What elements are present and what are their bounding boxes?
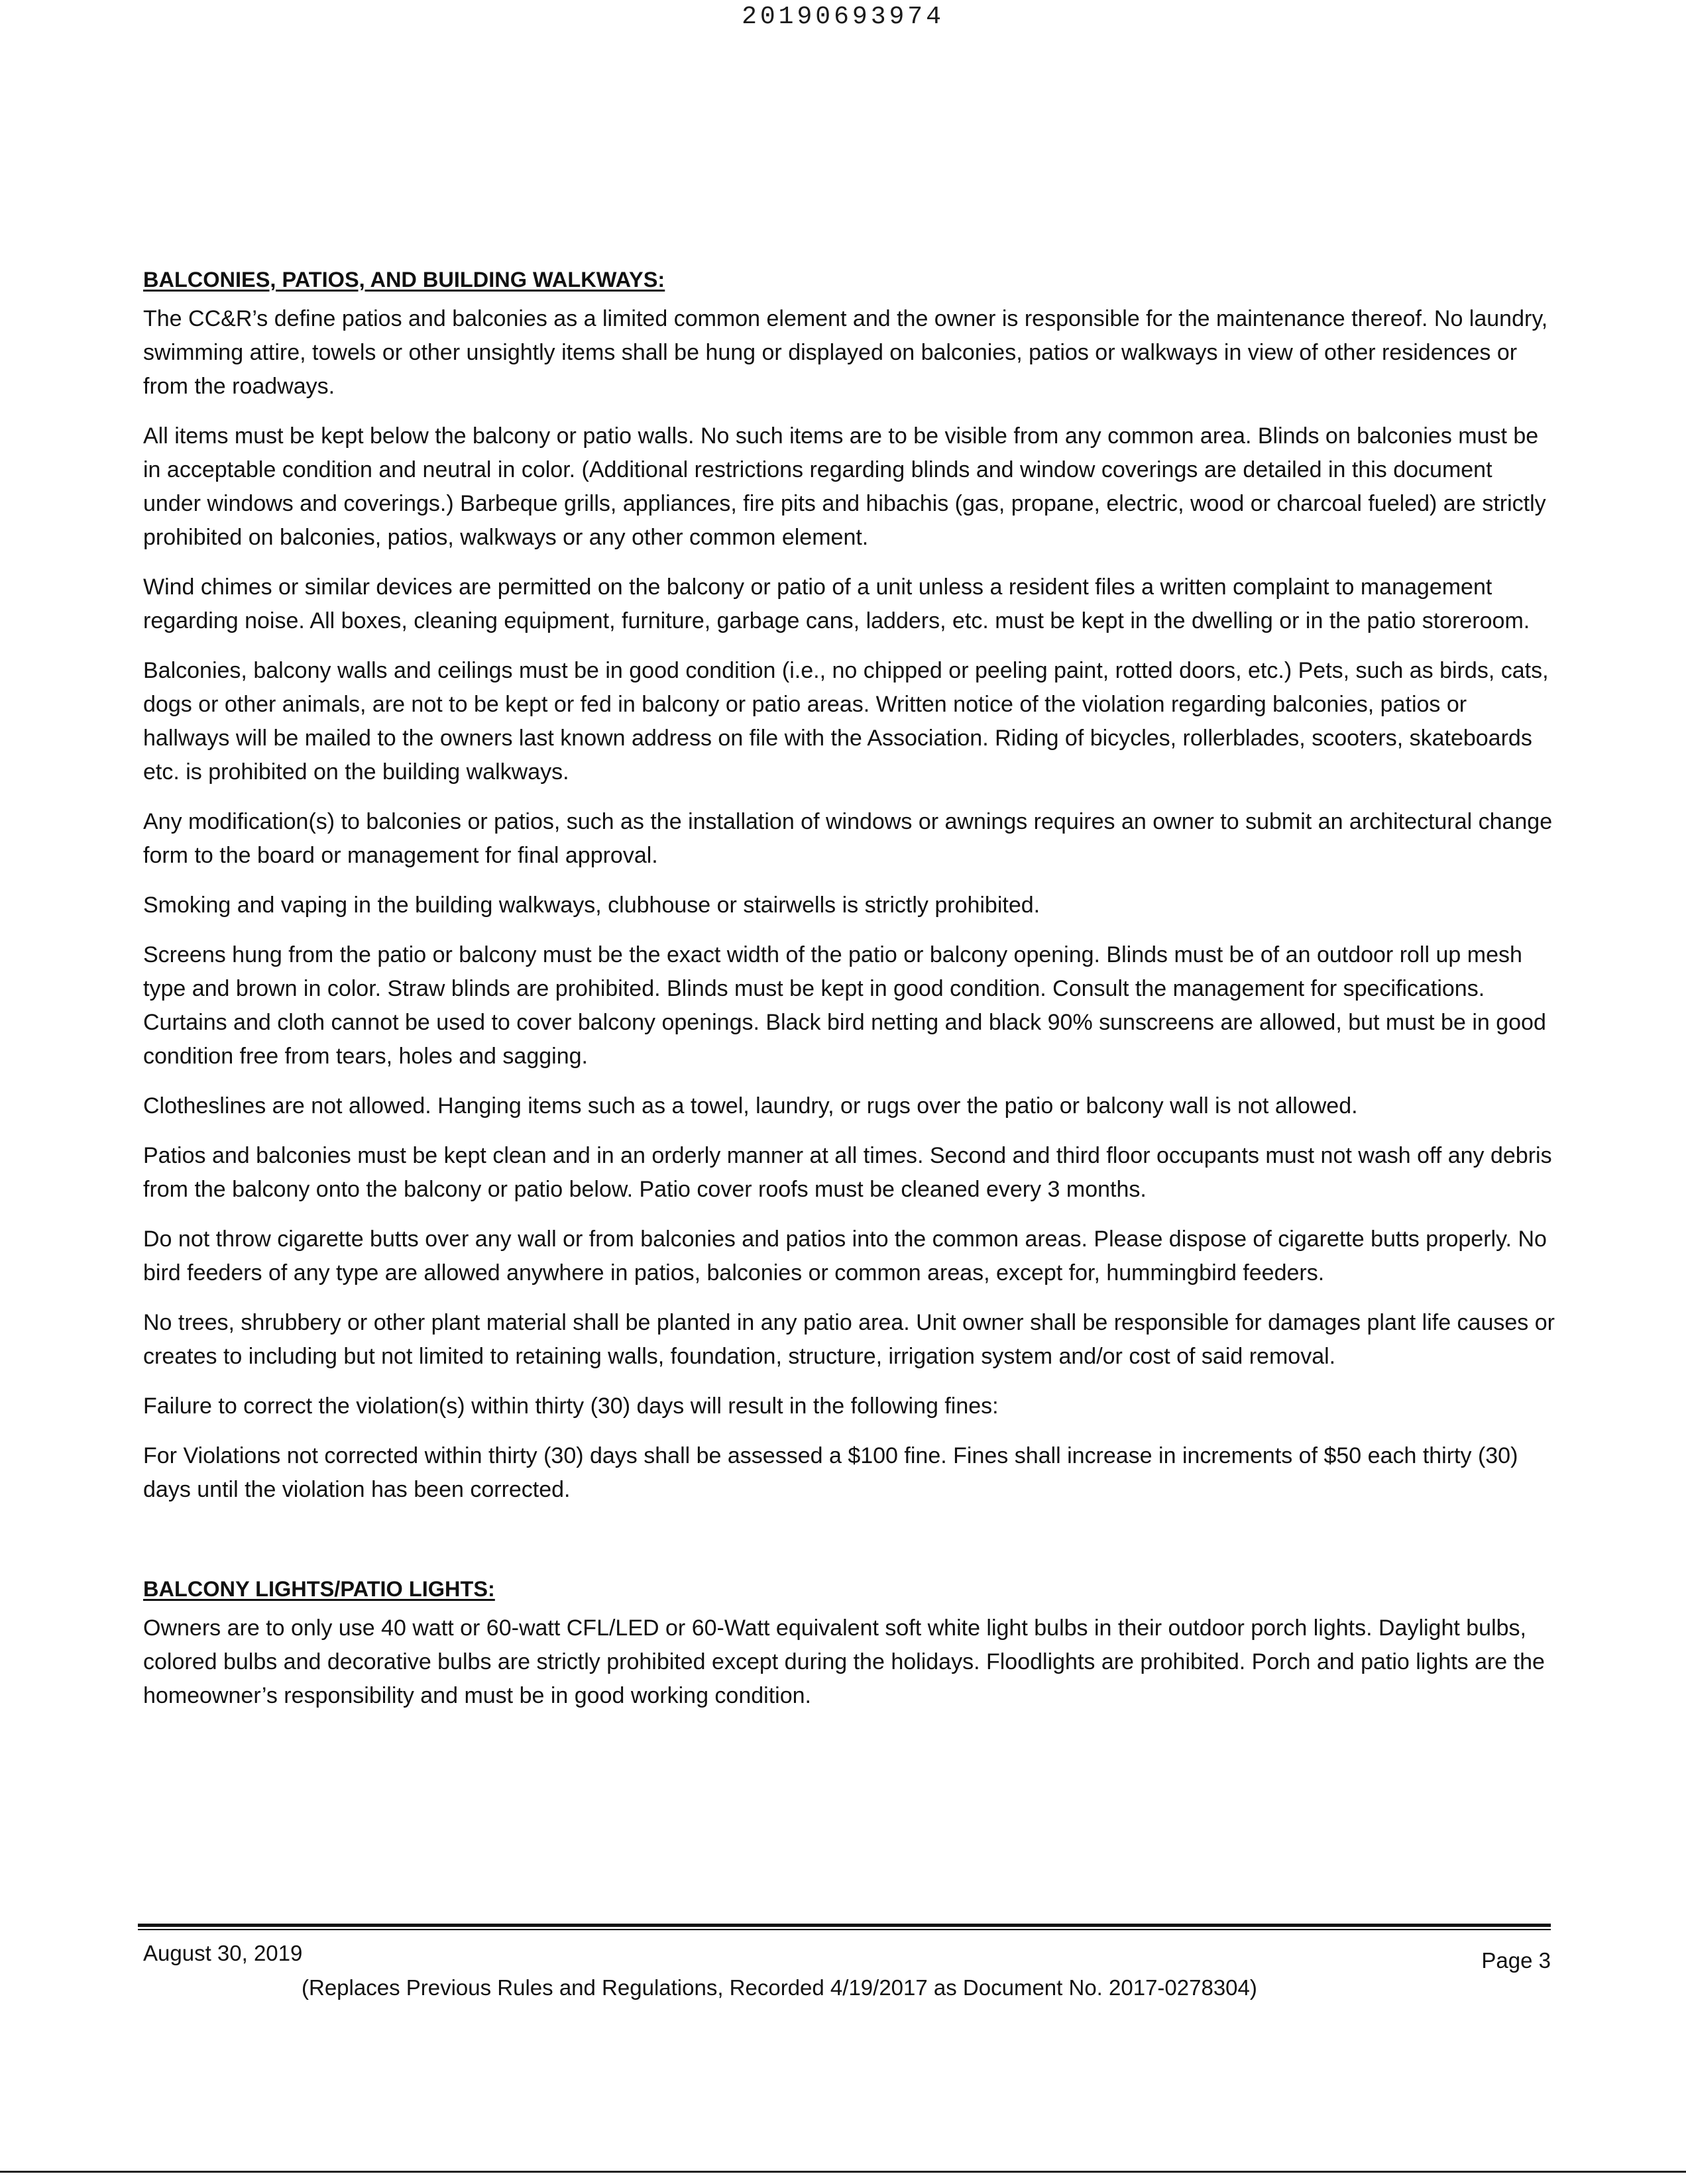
paragraph-light-bulbs: Owners are to only use 40 watt or 60-watt CFL/LED or 60-Watt equivalent soft white light bulbs in their outdoor porch lights. Daylight bulbs, colored bulbs and decorative bulbs are strictly prohibited except during the holidays. Floodlights are prohibited. Porch and patio lights are the homeowner’s responsibility and must be in good working condition.	[143, 1615, 1545, 1708]
paragraph-clotheslines: Clotheslines are not allowed. Hanging items such as a towel, laundry, or rugs over the patio or balcony wall is not allowed.	[143, 1093, 1358, 1119]
paragraph-cigarette-butts: Do not throw cigarette butts over any wall or from balconies and patios into the common areas. Please dispose of cigarette butts properly. No bird feeders of any type are allowed anywhere in patios, balconies or common areas, except for, hummingbird feeders.	[143, 1227, 1547, 1285]
section-heading: BALCONY LIGHTS/PATIO LIGHTS:	[143, 1577, 495, 1601]
footer-divider	[138, 1924, 1551, 1930]
scan-bottom-edge	[0, 2171, 1686, 2173]
paragraph-patios-limited-common-element: The CC&R’s define patios and balconies as a limited common element and the owner is responsible for the maintenance thereof. No laundry, swimming attire, towels or other unsightly items shall be hung or displayed on balconies, patios or walkways in view of other residences or from the roadways.	[143, 306, 1548, 399]
footer-rule-thin	[138, 1929, 1551, 1930]
section-balcony-lights	[143, 1576, 1555, 1713]
paragraph-cleanliness: Patios and balconies must be kept clean and in an orderly manner at all times. Second and third floor occupants must not wash off any debris from the balcony onto the balcony or patio below. Patio cover roofs must be cleaned every 3 months.	[143, 1143, 1552, 1202]
footer-date: August 30, 2019	[143, 1941, 303, 1965]
footer-replaces-note: (Replaces Previous Rules and Regulations, Recorded 4/19/2017 as Document No. 2017-0278304)	[302, 1975, 1257, 2000]
paragraph-failure-to-correct: Failure to correct the violation(s) within thirty (30) days will result in the following fines:	[143, 1393, 999, 1419]
section-heading: BALCONIES, PATIOS, AND BUILDING WALKWAYS:	[143, 268, 665, 292]
document-body	[143, 266, 1555, 1729]
paragraph-smoking: Smoking and vaping in the building walkways, clubhouse or stairwells is strictly prohibited.	[143, 893, 1040, 918]
section-balconies-patios-walkways	[143, 266, 1555, 1507]
paragraph-fines: For Violations not corrected within thirty (30) days shall be assessed a $100 fine. Fines shall increase in increments of $50 each thirty (30) days until the violation has been corrected.	[143, 1443, 1518, 1502]
paragraph-screens-blinds: Screens hung from the patio or balcony must be the exact width of the patio or balcony opening. Blinds must be of an outdoor roll up mesh type and brown in color. Straw blinds are prohibited. Blinds must be kept in good condition. Consult the management for specifications. Curtains and cloth cannot be used to cover balcony openings. Black bird netting and black 90% sunscreens are allowed, but must be in good condition free from tears, holes and sagging.	[143, 942, 1546, 1069]
document-number: 20190693974	[742, 3, 944, 31]
paragraph-wind-chimes: Wind chimes or similar devices are permitted on the balcony or patio of a unit unless a resident files a written complaint to management regarding noise. All boxes, cleaning equipment, furniture, garbage cans, ladders, etc. must be kept in the dwelling or in the patio storeroom.	[143, 574, 1530, 633]
paragraph-balcony-condition: Balconies, balcony walls and ceilings must be in good condition (i.e., no chipped or peeling paint, rotted doors, etc.) Pets, such as birds, cats, dogs or other animals, are not to be kept or fed in balcony or patio areas. Written notice of the violation regarding balconies, patios or hallways will be mailed to the owners last known address on file with the Association. Riding of bicycles, rollerblades, scooters, skateboards etc. is prohibited on the building walkways.	[143, 658, 1549, 785]
paragraph-items-below-walls: All items must be kept below the balcony or patio walls. No such items are to be visible from any common area. Blinds on balconies must be in acceptable condition and neutral in color. (Additional restrictions regarding blinds and window coverings are detailed in this document under windows and coverings.) Barbeque grills, appliances, fire pits and hibachis (gas, propane, electric, wood or charcoal fueled) are strictly prohibited on balconies, patios, walkways or any other common element.	[143, 423, 1546, 550]
paragraph-plants: No trees, shrubbery or other plant material shall be planted in any patio area. Unit owner shall be responsible for damages plant life causes or creates to including but not limited to retaining walls, foundation, structure, irrigation system and/or cost of said removal.	[143, 1310, 1555, 1369]
paragraph-modifications: Any modification(s) to balconies or patios, such as the installation of windows or awnings requires an owner to submit an architectural change form to the board or management for final approval.	[143, 809, 1553, 868]
footer-page-number: Page 3	[1481, 1948, 1551, 1973]
